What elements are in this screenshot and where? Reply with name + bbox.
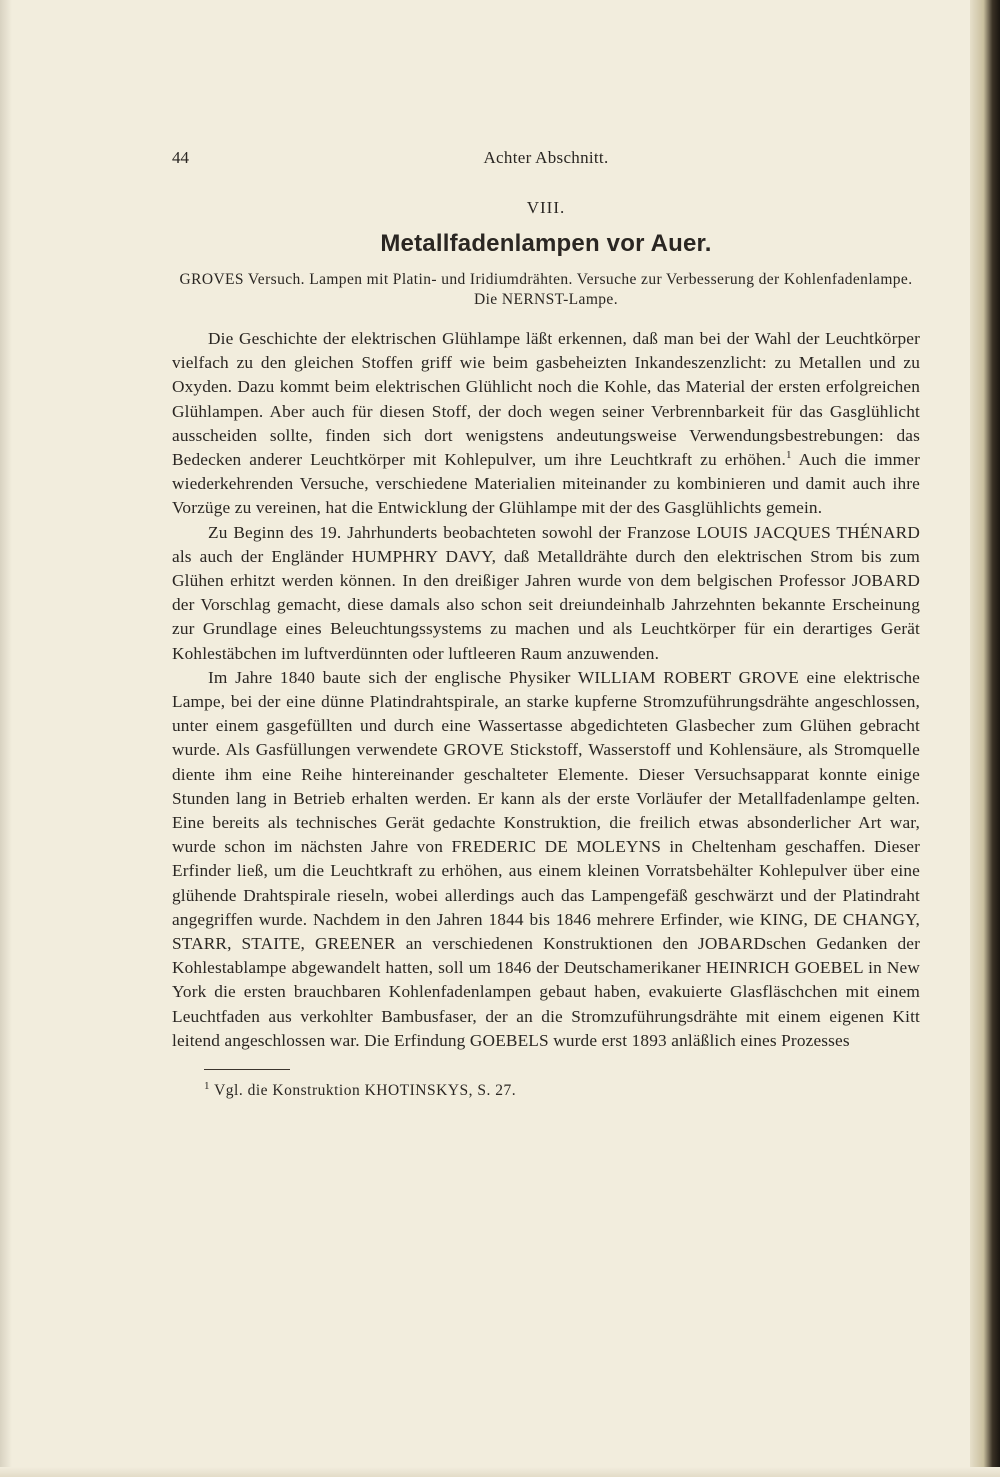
paragraph-text-continued: Auch die immer wiederkehrenden Versuche, verschiedene Materialien miteinander zu kombinieren und damit auch ihre Vorzüge zu vereinen, hat die Entwicklung der Glühlampe mit der des Gasglühlichts gemein.: [172, 450, 920, 518]
page-content: [172, 148, 920, 1100]
footnote: [204, 1079, 920, 1100]
footnote-text: Vgl. die Konstruktion KHOTINSKYS, S. 27.: [214, 1082, 517, 1100]
page-number: 44: [172, 148, 189, 167]
running-title: Achter Abschnitt.: [483, 148, 609, 167]
chapter-title: Metallfadenlampen vor Auer.: [380, 230, 712, 257]
footnote-reference[interactable]: 1: [785, 449, 792, 462]
chapter-summary: GROVES Versuch. Lampen mit Platin- und Iridiumdrähten. Versuche zur Verbesserung der Kohlenfadenlampe. Die NERNST-Lampe.: [179, 271, 913, 308]
page-edge-bottom: [0, 1467, 1000, 1477]
body-paragraph: Zu Beginn des 19. Jahrhunderts beobachteten sowohl der Franzose LOUIS JACQUES THÉNARD als auch der Engländer HUMPHRY DAVY, daß Metalldrähte durch den elektrischen Strom bis zum Glühen erhitzt werden können. In den dreißiger Jahren wurde von dem belgischen Professor JOBARD der Vorschlag gemacht, diese damals also schon seit dreiundeinhalb Jahrzehnten bekannte Erscheinung zur Grundlage eines Beleuchtungssystems zu machen und als Leuchtkörper für ein derartiges Gerät Kohlestäbchen im luftverdünnten oder luftleeren Raum anzuwenden.: [172, 522, 920, 663]
body-paragraph: [172, 327, 920, 521]
running-head: [172, 148, 920, 174]
page-edge-left: [0, 0, 12, 1477]
paragraph-text: Die Geschichte der elektrischen Glühlampe läßt erkennen, daß man bei der Wahl der Leuchtkörper vielfach zu den gleichen Stoffen griff wie beim gasbeheizten Inkandeszenzlicht: zu Metallen und zu Oxyden. Dazu kommt beim elektrischen Glühlicht noch die Kohle, das Material der ersten erfolgreichen Glühlampen. Aber auch für diesen Stoff, der doch wegen seiner Verbrennbarkeit für das Gasglühlicht ausscheiden sollte, finden sich dort wenigstens andeutungsweise Verwendungsbestrebungen: das Bedecken anderer Leuchtkörper mit Kohlepulver, um ihre Leuchtkraft zu erhöhen.: [172, 329, 920, 470]
body-paragraph: Im Jahre 1840 baute sich der englische Physiker WILLIAM ROBERT GROVE eine elektrische Lampe, bei der eine dünne Platindrahtspirale, an starke kupferne Stromzuführungsdrähte angeschlossen, unter einem gasgefüllten und durch eine Wassertasse abgedichteten Glasbecher zum Glühen gebracht wurde. Als Gasfüllungen verwendete GROVE Stickstoff, Wasserstoff und Kohlensäure, als Stromquelle diente ihm eine Reihe hintereinander geschalteter Elemente. Dieser Versuchsapparat konnte einige Stunden lang in Betrieb erhalten werden. Er kann als der erste Vorläufer der Metallfadenlampe gelten. Eine bereits als technisches Gerät gedachte Konstruktion, die freilich etwas absonderlicher Art war, wurde schon im nächsten Jahre von FREDERIC DE MOLEYNS in Cheltenham geschaffen. Dieser Erfinder ließ, um die Leuchtkraft zu erhöhen, aus einem kleinen Vorratsbehälter Kohlepulver über eine glühende Drahtspirale rieseln, wobei allerdings auch das Lampengefäß geschwärzt und der Platindraht angegriffen wurde. Nachdem in den Jahren 1844 bis 1846 mehrere Erfinder, wie KING, DE CHANGY, STARR, STAITE, GREENER an verschiedenen Konstruktionen den JOBARDschen Gedanken der Kohlestablampe abgewandelt hatten, soll um 1846 der Deutschamerikaner HEINRICH GOEBEL in New York die ersten brauchbaren Kohlenfadenlampen gebaut haben, evakuierte Glasfläschchen mit einem Leuchtfaden aus verkohlter Bambusfaser, der an die Stromzuführungsdrähte mit einem eigenen Kitt leitend angeschlossen war. Die Erfindung GOEBELS wurde erst 1893 anläßlich eines Prozesses: [172, 667, 920, 1050]
chapter-number: VIII.: [526, 198, 566, 217]
page-binding-edge: [970, 0, 1000, 1477]
footnote-marker: 1: [204, 1079, 210, 1092]
footnote-separator: [204, 1069, 290, 1070]
